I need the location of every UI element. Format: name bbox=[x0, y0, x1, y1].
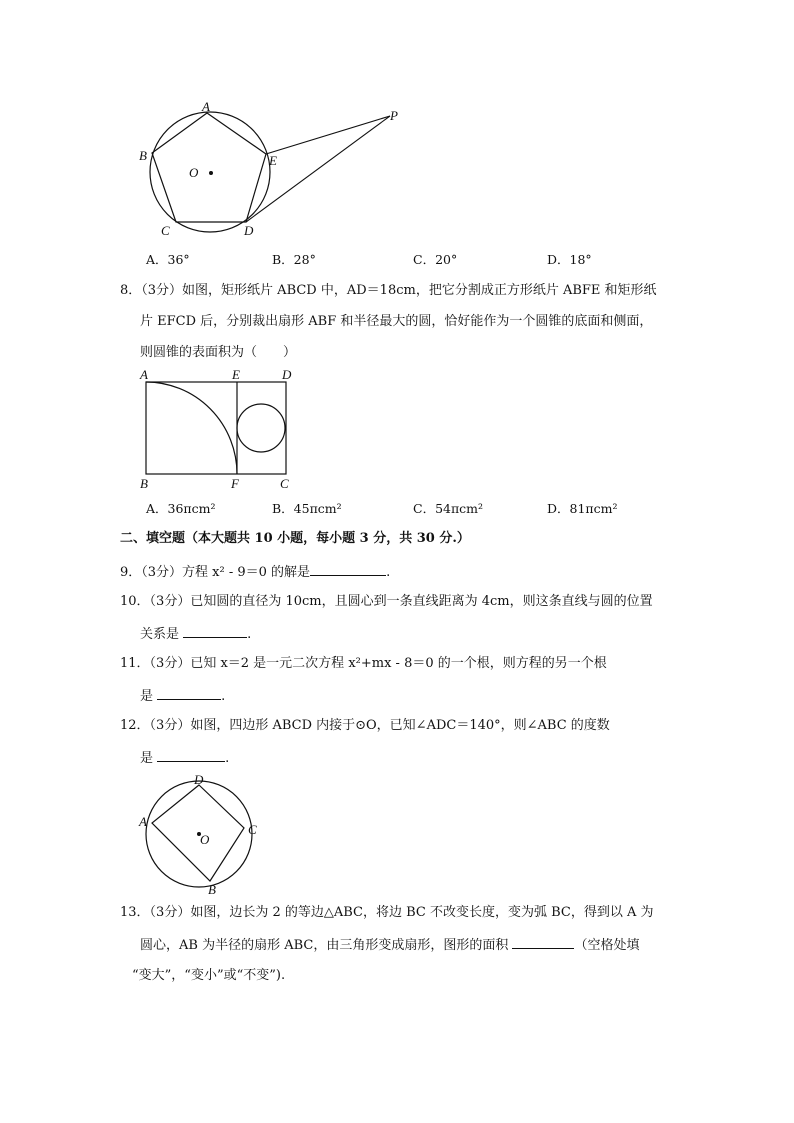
q10-text-2: 关系是 bbox=[140, 627, 180, 642]
q13-line-3: “变大”，“变小”或“不变”). bbox=[132, 968, 286, 983]
q13-text-2: 圆心，AB 为半径的扇形 ABC，由三角形变成扇形，图形的面积 bbox=[140, 938, 509, 953]
q11-text-2: 是 bbox=[140, 689, 154, 704]
q11-line-1: 11．（3分）已知 x＝2 是一元二次方程 x²+mx - 8＝0 的一个根，则方程的另一个根 bbox=[120, 656, 607, 671]
q7-option-a: A．36° bbox=[146, 252, 190, 267]
q11-period: . bbox=[221, 689, 226, 704]
q9-period: . bbox=[386, 565, 391, 580]
q12-label-c: C bbox=[248, 822, 257, 837]
q13-text-2-suffix: （空格处填 bbox=[574, 938, 640, 953]
q8-option-d: D．81πcm² bbox=[547, 501, 618, 516]
q12-label-d: D bbox=[194, 772, 204, 787]
q8-line-3: 则圆锥的表面积为（ ） bbox=[140, 345, 297, 360]
q7-label-p: P bbox=[390, 108, 398, 123]
q8-label-a: A bbox=[140, 367, 148, 382]
q7-label-o: O bbox=[189, 165, 199, 180]
q8-label-b: B bbox=[140, 476, 148, 491]
q12-text-2: 是 bbox=[140, 751, 154, 766]
q8-option-c: C．54πcm² bbox=[413, 501, 484, 516]
q13-line-1: 13．（3分）如图，边长为 2 的等边△ABC，将边 BC 不改变长度，变为弧 BC，得到以 A 为 bbox=[120, 905, 654, 920]
q8-label-c: C bbox=[280, 476, 289, 491]
q8-option-a: A．36πcm² bbox=[146, 501, 216, 516]
q12-label-b: B bbox=[208, 882, 216, 897]
q7-option-b: B．28° bbox=[272, 252, 316, 267]
q8-label-d: D bbox=[282, 367, 292, 382]
q7-label-b: B bbox=[139, 148, 147, 163]
q7-label-e: E bbox=[269, 153, 277, 168]
q8-option-b: B．45πcm² bbox=[272, 501, 342, 516]
q9-text: 9．（3分）方程 x² - 9＝0 的解是 bbox=[120, 565, 311, 580]
section-2-title: 二、填空题（本大题共 10 小题，每小题 3 分，共 30 分.） bbox=[120, 531, 470, 546]
q7-option-d: D．18° bbox=[547, 252, 592, 267]
q7-label-d: D bbox=[244, 223, 254, 238]
q13-line-2 bbox=[140, 934, 640, 956]
q7-label-c: C bbox=[161, 223, 170, 238]
q7-label-a: A bbox=[202, 99, 210, 114]
q10-line-1: 10．（3分）已知圆的直径为 10cm，且圆心到一条直线距离为 4cm，则这条直线与圆的位置 bbox=[120, 594, 653, 609]
q8-line-1: 8．（3分）如图，矩形纸片 ABCD 中，AD＝18cm，把它分割成正方形纸片 ABFE 和矩形纸 bbox=[120, 283, 657, 298]
q12-line-1: 12．（3分）如图，四边形 ABCD 内接于⊙O，已知∠ADC＝140°，则∠ABC 的度数 bbox=[120, 718, 610, 733]
q10-period: . bbox=[247, 627, 252, 642]
q13-answer-blank[interactable] bbox=[512, 934, 574, 949]
q8-label-e: E bbox=[232, 367, 240, 382]
q12-label-o: O bbox=[200, 832, 210, 847]
q8-label-f: F bbox=[231, 476, 239, 491]
q7-option-c: C．20° bbox=[413, 252, 458, 267]
q12-period: . bbox=[225, 751, 230, 766]
q12-label-a: A bbox=[139, 814, 147, 829]
q8-line-2: 片 EFCD 后，分别裁出扇形 ABF 和半径最大的圆，恰好能作为一个圆锥的底面和侧面， bbox=[140, 314, 653, 329]
